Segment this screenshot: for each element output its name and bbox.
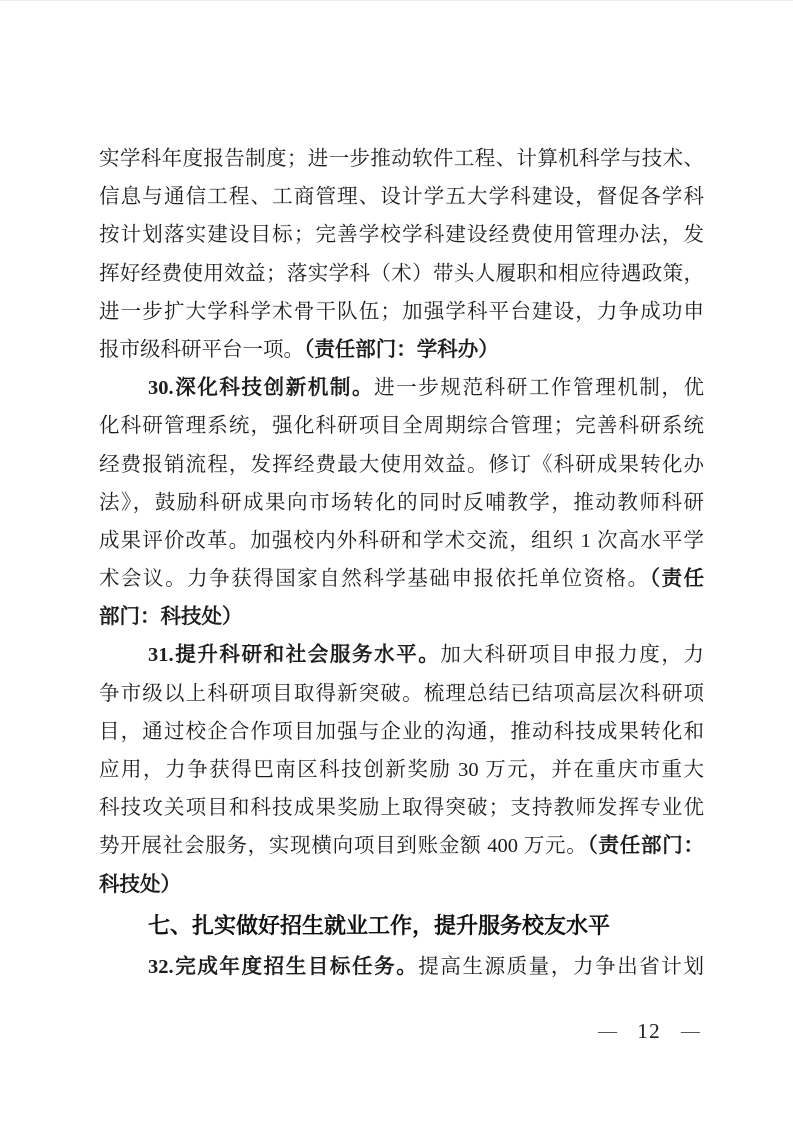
text-line	[99, 331, 704, 369]
body-text: 目，通过校企合作项目加强与企业的沟通，推动科技成果转化和	[99, 720, 704, 743]
text-line	[99, 140, 704, 178]
footer-dash-left: —	[598, 1020, 617, 1042]
body-text: 挥好经费使用效益；落实学科（术）带头人履职和相应待遇政策，	[99, 262, 704, 285]
body-text: 加大科研项目申报力度，力	[440, 644, 705, 667]
page-footer	[598, 1019, 700, 1044]
text-line	[99, 827, 704, 865]
text-line	[99, 255, 704, 293]
body-text: 术会议。力争获得国家自然科学基础申报依托单位资格。	[99, 568, 650, 591]
item-lead-text: 32.完成年度招生目标任务。	[148, 955, 419, 978]
item-lead-text: 31.提升科研和社会服务水平。	[148, 644, 441, 667]
text-line	[99, 866, 704, 904]
body-text: 经费报销流程，发挥经费最大使用效益。修订《科研成果转化办	[99, 453, 704, 476]
text-line	[99, 789, 704, 827]
text-line	[99, 216, 704, 254]
text-line	[99, 178, 704, 216]
body-text: 提高生源质量，力争出省计划	[418, 955, 704, 978]
document-body	[99, 140, 704, 986]
body-text: 应用，力争获得巴南区科技创新奖励 30 万元，并在重庆市重大	[99, 759, 704, 781]
body-text: 法》，鼓励科研成果向市场转化的同时反哺教学，推动教师科研	[99, 491, 704, 514]
text-line-item-31	[99, 636, 704, 674]
responsible-dept-text: （责任部门：学科办）	[304, 338, 499, 361]
responsible-dept-text: （责任部门：	[587, 835, 705, 858]
text-line	[99, 713, 704, 751]
text-line	[99, 560, 704, 598]
item-lead-text: 30.深化科技创新机制。	[148, 377, 375, 400]
text-line	[99, 484, 704, 522]
body-text: 实学科年度报告制度；进一步推动软件工程、计算机科学与技术、	[99, 148, 704, 170]
text-line	[99, 522, 704, 560]
text-line	[99, 751, 704, 789]
page-number: 12	[637, 1019, 661, 1043]
body-text: 化科研管理系统，强化科研项目全周期综合管理；完善科研系统	[99, 415, 704, 438]
text-line	[99, 446, 704, 484]
footer-dash-right: —	[681, 1020, 700, 1042]
body-text: 按计划落实建设目标；完善学校学科建设经费使用管理办法，发	[99, 224, 704, 247]
responsible-dept-text: 科技处）	[99, 873, 181, 896]
text-line	[99, 598, 704, 636]
section-heading	[99, 904, 704, 948]
body-text: 科技攻关项目和科技成果奖励上取得突破；支持教师发挥专业优	[99, 797, 704, 820]
text-line	[99, 293, 704, 331]
body-text: 报市级科研平台一项。	[99, 338, 304, 361]
body-text: 信息与通信工程、工商管理、设计学五大学科建设，督促各学科	[99, 186, 704, 209]
body-text: 争市级以上科研项目取得新突破。梳理总结已结项高层次科研项	[99, 682, 704, 705]
body-text: 进一步扩大学科学术骨干队伍；加强学科平台建设，力争成功申	[99, 300, 704, 323]
text-line	[99, 675, 704, 713]
section-heading-text: 七、扎实做好招生就业工作，提升服务校友水平	[148, 912, 611, 938]
body-text: 势开展社会服务，实现横向项目到账金额 400 万元。	[99, 835, 588, 858]
text-line-item-30	[99, 369, 704, 407]
responsible-dept-text: 部门：科技处）	[99, 606, 243, 629]
text-line-item-32	[99, 948, 704, 986]
responsible-dept-text: （责任	[649, 568, 705, 591]
text-line	[99, 407, 704, 445]
body-text: 成果评价改革。加强校内外科研和学术交流，组织 1 次高水平学	[99, 529, 704, 552]
body-text: 进一步规范科研工作管理机制，优	[374, 377, 705, 400]
